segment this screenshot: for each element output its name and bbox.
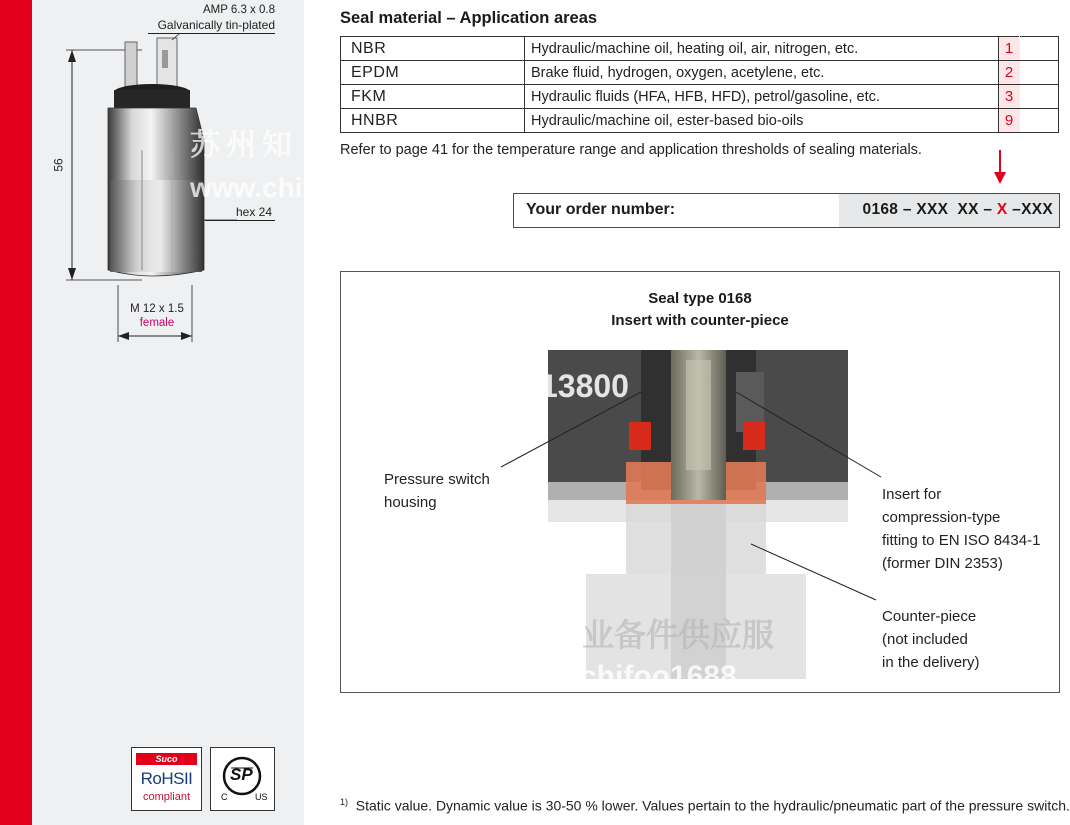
table-row: [341, 37, 1059, 61]
connector-label: AMP 6.3 x 0.8: [202, 4, 275, 16]
watermark-text: 苏州知: [190, 129, 298, 162]
footnote-text: Static value. Dynamic value is 30-50 % lower. Values pertain to the hydraulic/pneumatic part of the pressure switch.: [355, 797, 1070, 814]
table-row: [341, 85, 1059, 109]
rohs-text: RoHSII: [140, 769, 193, 788]
order-seal-placeholder: X: [996, 201, 1008, 218]
hex-label-underline: [205, 220, 275, 221]
table-row: [341, 61, 1059, 85]
plating-label: Galvanically tin-plated: [157, 18, 275, 32]
csa-certification-logo: [210, 747, 275, 811]
watermark-text: chifoo1688: [580, 660, 737, 693]
thread-label: M 12 x 1.5: [130, 303, 184, 315]
csa-us-text: US: [255, 792, 268, 802]
temperature-reference-note: Refer to page 41 for the temperature range and application thresholds of sealing materials.: [340, 142, 922, 158]
watermark-text: www.chifoo.com: [190, 172, 412, 203]
seal-desc-cell: Hydraulic fluids (HFA, HFB, HFD), petrol/gasoline, etc.: [525, 85, 999, 109]
figure-subtitle: Insert with counter-piece: [611, 312, 789, 329]
seal-number-cell: 9: [999, 109, 1020, 133]
seal-desc-cell: Brake fluid, hydrogen, oxygen, acetylene, etc.: [525, 61, 999, 85]
hex-label: hex 24: [236, 205, 273, 219]
order-suffix: –XXX: [1007, 201, 1053, 218]
seal-code-cell: HNBR: [341, 109, 525, 133]
seal-desc-cell: Hydraulic/machine oil, heating oil, air, nitrogen, etc.: [525, 37, 999, 61]
callout-housing: Pressure switch housing: [384, 471, 490, 511]
figure-title: Seal type 0168: [648, 290, 752, 307]
brand-red-bar: [0, 0, 32, 825]
csa-c-text: C: [221, 792, 228, 802]
seal-number-cell: 3: [999, 85, 1020, 109]
rohs-compliant-text: compliant: [142, 791, 191, 803]
order-number-label: Your order number:: [526, 201, 676, 218]
seal-material-table: [340, 36, 1059, 133]
table-row: [341, 109, 1059, 133]
seal-number-cell: 2: [999, 61, 1020, 85]
seal-ring: [743, 422, 765, 450]
thread-type-label: female: [139, 317, 175, 329]
watermark-text: 业备件供应服: [582, 617, 775, 653]
connector-tab: [125, 42, 137, 90]
connector-label-underline: [148, 33, 275, 34]
order-number-value: [863, 201, 1053, 219]
seal-code-cell: EPDM: [341, 61, 525, 85]
seal-number-cell: 1: [999, 37, 1020, 61]
csa-text: SP: [230, 765, 253, 784]
height-dimension-label: 56: [51, 158, 66, 172]
rohs-logo: [131, 747, 202, 811]
callout-insert: Insert for compression-type fitting to EN ISO 8434-1 (former DIN 2353): [882, 486, 1041, 572]
seal-material-title: Seal material – Application areas: [340, 9, 598, 27]
order-prefix: 0168 – XXX XX –: [862, 201, 997, 218]
seal-code-cell: FKM: [341, 85, 525, 109]
seal-code-cell: NBR: [341, 37, 525, 61]
watermark-text: MP 139 15513800: [368, 368, 629, 404]
callout-counter-piece: Counter-piece (not included in the delivery): [882, 608, 980, 671]
seal-desc-cell: Hydraulic/machine oil, ester-based bio-oils: [525, 109, 999, 133]
suco-brand-mark: Suco: [136, 753, 197, 765]
arrow-down-icon: [992, 150, 1008, 186]
footnote: [340, 797, 1070, 814]
footnote-marker: 1): [340, 797, 349, 807]
order-number-box: [513, 193, 1060, 228]
seal-ring: [629, 422, 651, 450]
